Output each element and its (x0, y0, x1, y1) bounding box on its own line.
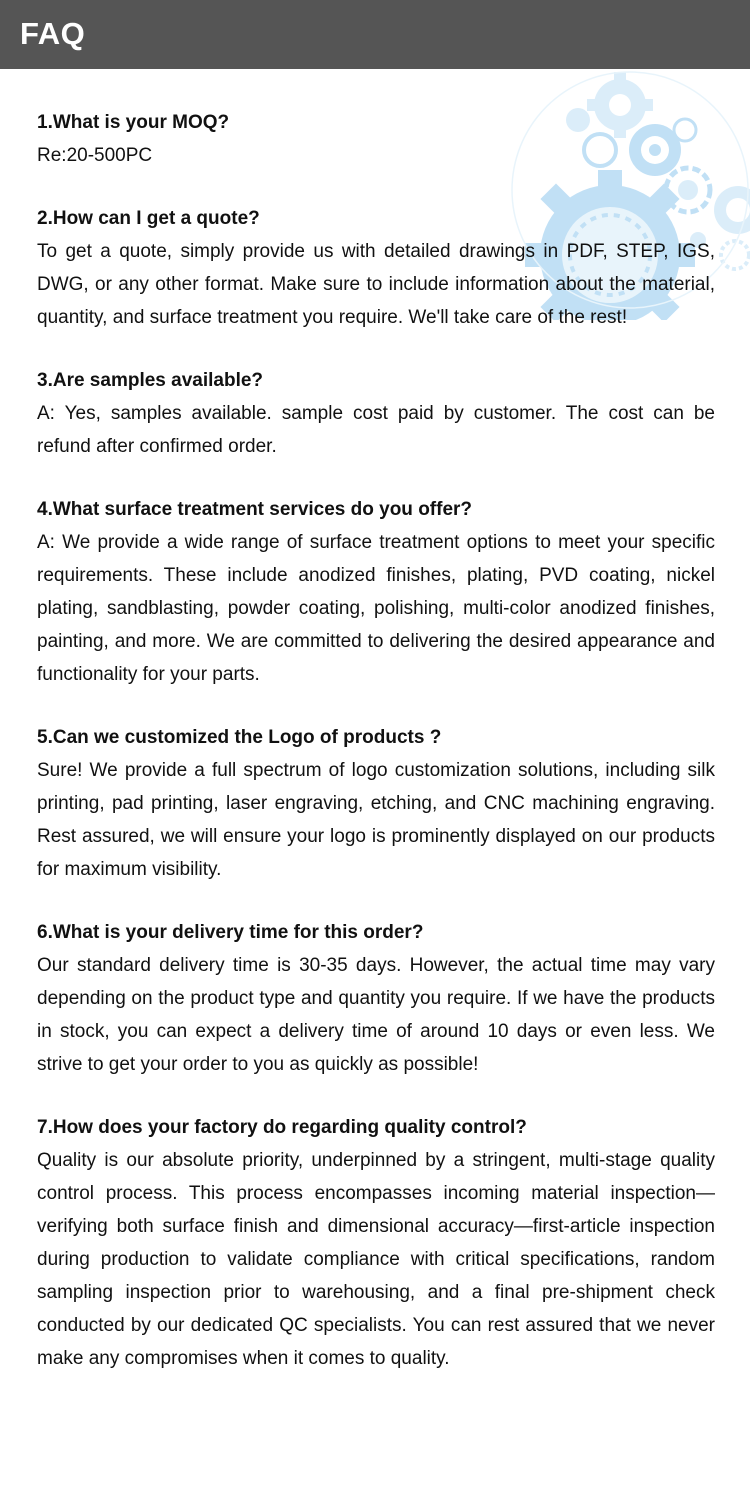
faq-item-quote (37, 202, 715, 334)
faq-item-moq (37, 106, 715, 172)
faq-question: 3.Are samples available? (37, 370, 264, 391)
faq-question: 2.How can I get a quote? (37, 208, 260, 229)
faq-item-delivery (37, 916, 715, 1081)
faq-answer: To get a quote, simply provide us with detailed drawings in PDF, STEP, IGS, DWG, or any other format. Make sure to include information about the material, quantity, and surface treatment you require. We'll take care of the rest! (37, 241, 715, 328)
faq-item-samples (37, 364, 715, 463)
edge-gear-icon (714, 186, 750, 234)
faq-answer: Quality is our absolute priority, underpinned by a stringent, multi-stage quality control process. This process encompasses incoming material inspection—verifying both surface finish and dimensional accuracy—first-article inspection during production to validate compliance with critical specifications, random sampling inspection prior to warehousing, and a final pre-shipment check conducted by our dedicated QC specialists. You can rest assured that we never make any compromises when it comes to quality. (37, 1150, 715, 1369)
faq-answer: Re:20-500PC (37, 145, 153, 166)
faq-answer: A: Yes, samples available. sample cost paid by customer. The cost can be refund after confirmed order. (37, 403, 715, 457)
faq-question: 4.What surface treatment services do you offer? (37, 499, 473, 520)
page-title: FAQ (20, 16, 86, 51)
faq-answer: Our standard delivery time is 30-35 days. However, the actual time may vary depending on the product type and quantity you require. If we have the products in stock, you can expect a delivery time of around 10 days or even less. We strive to get your order to you as quickly as possible! (37, 955, 715, 1075)
faq-item-logo (37, 721, 715, 886)
faq-header (0, 0, 750, 69)
faq-answer: Sure! We provide a full spectrum of logo customization solutions, including silk printing, pad printing, laser engraving, etching, and CNC machining engraving. Rest assured, we will ensure your logo is prominently displayed on our products for maximum visibility. (37, 760, 715, 880)
faq-question: 1.What is your MOQ? (37, 112, 230, 133)
faq-item-surface-treatment (37, 493, 715, 691)
faq-question: 6.What is your delivery time for this order? (37, 922, 424, 943)
faq-answer: A: We provide a wide range of surface treatment options to meet your specific requirements. These include anodized finishes, plating, PVD coating, nickel plating, sandblasting, powder coating, polishing, multi-color anodized finishes, painting, and more. We are committed to delivering the desired appearance and functionality for your parts. (37, 532, 715, 685)
faq-question: 7.How does your factory do regarding quality control? (37, 1117, 527, 1138)
faq-list (37, 106, 715, 1405)
faq-question: 5.Can we customized the Logo of products ? (37, 727, 442, 748)
faq-item-quality (37, 1111, 715, 1375)
